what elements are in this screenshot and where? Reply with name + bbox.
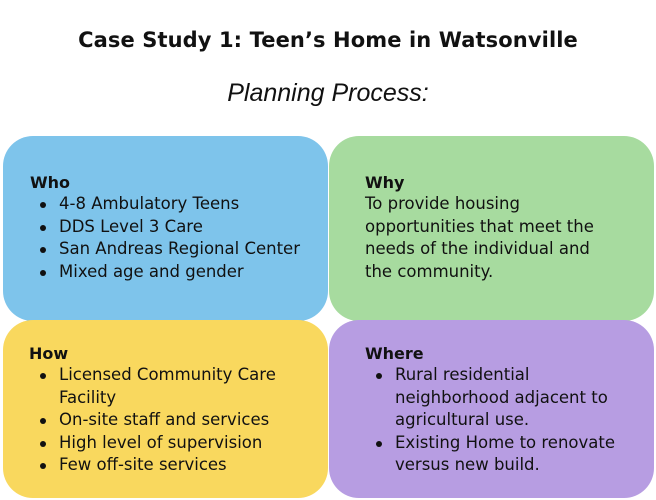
why-paragraph [365, 193, 594, 283]
list-item-text: Mixed age and gender [59, 261, 244, 281]
list-item-line: High level of supervision [59, 432, 263, 452]
bullet-icon [40, 270, 46, 276]
list-item-line: Few off-site services [59, 455, 227, 474]
where-list [363, 364, 615, 477]
list-item-text: 4-8 Ambulatory Teens [59, 194, 240, 213]
why-line: the community. [365, 261, 494, 281]
list-item-line: Licensed Community Care [59, 365, 276, 384]
list-item-line: neighborhood adjacent to [395, 387, 608, 407]
bullet-icon [40, 202, 46, 208]
bullet-icon [40, 373, 46, 379]
page-subtitle: Planning Process: [227, 79, 429, 107]
how-card [3, 320, 328, 498]
list-item-line: Facility [59, 387, 117, 407]
bullet-icon [376, 441, 382, 447]
why-line: opportunities that meet the [365, 216, 594, 236]
bullet-icon [40, 441, 46, 447]
list-item [27, 409, 276, 432]
list-item-line: Rural residential [395, 365, 530, 384]
why-heading: Why [365, 173, 405, 192]
bullet-icon [40, 247, 46, 253]
who-card [3, 136, 328, 321]
who-list [27, 193, 300, 283]
list-item-line: agricultural use. [395, 410, 530, 429]
why-line: To provide housing [365, 194, 520, 213]
bullet-icon [40, 225, 46, 231]
bullet-icon [40, 418, 46, 424]
who-heading: Who [30, 173, 71, 192]
list-item [27, 364, 276, 409]
why-line: needs of the individual and [365, 239, 590, 258]
list-item [27, 261, 300, 284]
list-item-text: DDS Level 3 Care [59, 216, 203, 236]
list-item [363, 364, 615, 432]
how-list [27, 364, 276, 477]
list-item-text: San Andreas Regional Center [59, 239, 300, 258]
list-item [363, 432, 615, 477]
page-title: Case Study 1: Teen’s Home in Watsonville [78, 28, 578, 52]
list-item [27, 216, 300, 239]
list-item [27, 238, 300, 261]
how-heading: How [29, 344, 69, 363]
where-card [329, 320, 654, 498]
list-item [27, 454, 276, 477]
list-item-line: versus new build. [395, 455, 540, 474]
why-card [329, 136, 654, 321]
where-heading: Where [365, 344, 424, 363]
bullet-icon [40, 463, 46, 469]
list-item-line: Existing Home to renovate [395, 432, 616, 452]
bullet-icon [376, 373, 382, 379]
list-item [27, 432, 276, 455]
list-item [27, 193, 300, 216]
list-item-line: On-site staff and services [59, 410, 270, 429]
